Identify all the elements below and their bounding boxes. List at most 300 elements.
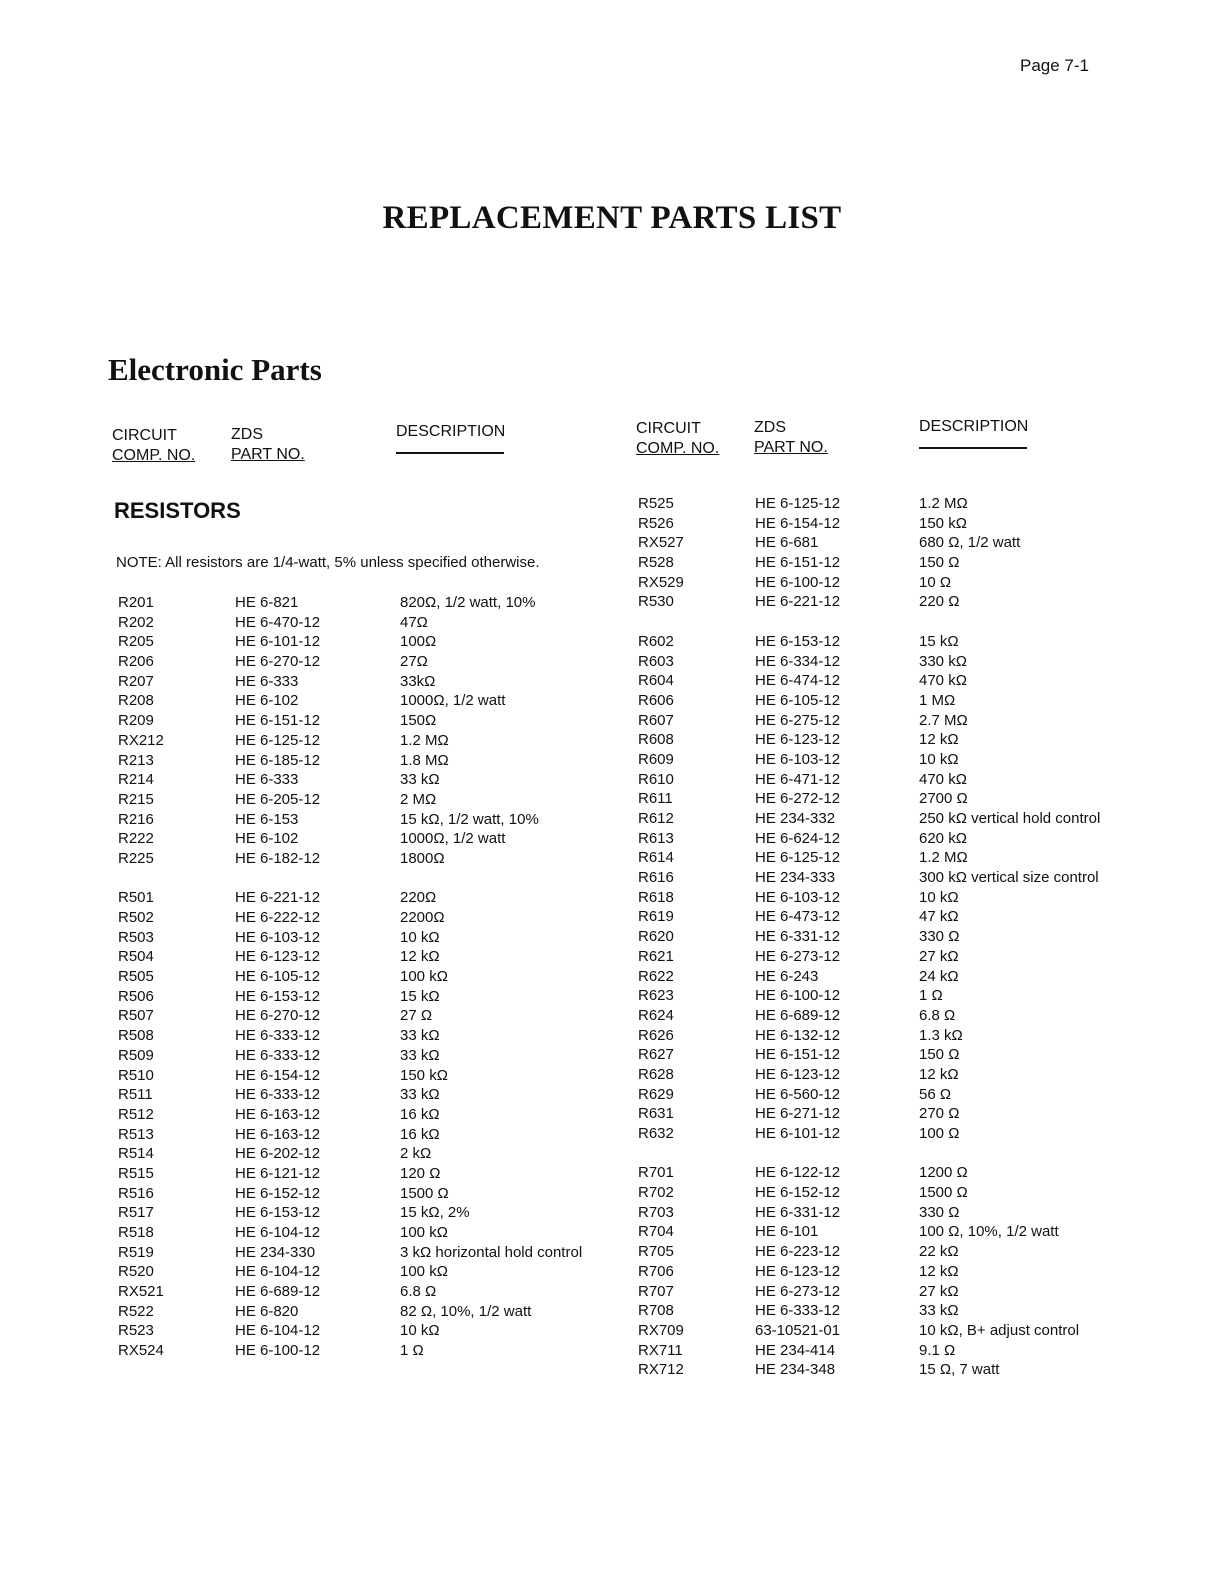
part-row — [638, 671, 1118, 691]
part-description: 100Ω — [400, 633, 437, 651]
circuit-comp-no: R609 — [638, 750, 674, 768]
circuit-comp-no: R619 — [638, 908, 674, 926]
part-row — [118, 770, 618, 790]
part-row — [638, 1222, 1118, 1242]
part-description: 1000Ω, 1/2 watt — [400, 830, 506, 848]
circuit-comp-no: R207 — [118, 672, 154, 690]
circuit-comp-no: R528 — [638, 554, 674, 572]
zds-part-no: HE 6-163-12 — [235, 1105, 321, 1123]
part-row — [118, 672, 618, 692]
circuit-comp-no: R616 — [638, 869, 674, 887]
zds-part-no: HE 6-185-12 — [235, 751, 321, 769]
part-row — [638, 907, 1118, 927]
header-zds-left — [231, 425, 305, 465]
part-row — [118, 947, 618, 967]
part-row — [638, 1321, 1118, 1341]
part-row — [638, 986, 1118, 1006]
part-description: 330 kΩ — [919, 652, 967, 670]
zds-part-no: HE 6-151-12 — [755, 1046, 841, 1064]
part-row — [638, 592, 1118, 612]
part-row — [638, 553, 1118, 573]
zds-part-no: HE 6-474-12 — [755, 672, 841, 690]
part-description: 33kΩ — [400, 672, 436, 690]
circuit-comp-no: R526 — [638, 514, 674, 532]
zds-part-no: HE 6-689-12 — [235, 1283, 321, 1301]
zds-part-no: HE 6-123-12 — [755, 1262, 841, 1280]
part-row — [638, 1262, 1118, 1282]
part-row — [638, 652, 1118, 672]
part-description: 300 kΩ vertical size control — [919, 869, 1099, 887]
zds-part-no: HE 6-123-12 — [755, 731, 841, 749]
zds-part-no: HE 6-103-12 — [235, 928, 321, 946]
part-row — [638, 967, 1118, 987]
header-description-left — [396, 422, 505, 454]
zds-part-no: HE 6-202-12 — [235, 1145, 321, 1163]
circuit-comp-no: R523 — [118, 1322, 154, 1340]
part-row — [118, 711, 618, 731]
zds-part-no: HE 6-101 — [755, 1223, 819, 1241]
part-description: 27 Ω — [400, 1007, 433, 1025]
circuit-comp-no: R205 — [118, 633, 154, 651]
part-description: 15 kΩ — [919, 632, 959, 650]
zds-part-no: HE 6-471-12 — [755, 770, 841, 788]
part-row — [118, 1223, 618, 1243]
zds-part-no: HE 6-153 — [235, 810, 299, 828]
part-row — [118, 632, 618, 652]
header-rule — [919, 437, 1027, 449]
circuit-comp-no: R626 — [638, 1026, 674, 1044]
circuit-comp-no: R614 — [638, 849, 674, 867]
zds-part-no: HE 6-223-12 — [755, 1243, 841, 1261]
part-row — [638, 1026, 1118, 1046]
part-description: 33 kΩ — [400, 1046, 440, 1064]
header-description-label: DESCRIPTION — [396, 423, 506, 440]
circuit-comp-no: R222 — [118, 830, 154, 848]
header-circuit-label: CIRCUIT — [636, 420, 701, 437]
part-row — [118, 731, 618, 751]
zds-part-no: HE 6-270-12 — [235, 1007, 321, 1025]
part-row — [638, 888, 1118, 908]
part-row — [638, 494, 1118, 514]
circuit-comp-no: R512 — [118, 1105, 154, 1123]
circuit-comp-no: R525 — [638, 495, 674, 512]
part-row — [118, 1006, 618, 1026]
zds-part-no: HE 234-333 — [755, 869, 836, 887]
zds-part-no: HE 6-470-12 — [235, 613, 321, 631]
zds-part-no: HE 6-689-12 — [755, 1006, 841, 1024]
part-description: 1500 Ω — [919, 1184, 968, 1202]
zds-part-no: HE 6-681 — [755, 534, 819, 552]
circuit-comp-no: R502 — [118, 909, 154, 926]
circuit-comp-no: R622 — [638, 967, 674, 985]
part-row — [638, 947, 1118, 967]
circuit-comp-no: R632 — [638, 1125, 674, 1142]
circuit-comp-no: R530 — [638, 593, 674, 611]
circuit-comp-no: R703 — [638, 1203, 674, 1221]
zds-part-no: HE 6-560-12 — [755, 1085, 841, 1103]
part-description: 100 Ω, 10%, 1/2 watt — [919, 1223, 1059, 1241]
part-description: 10 kΩ, B+ adjust control — [919, 1321, 1080, 1339]
part-row — [638, 1124, 1118, 1144]
part-row — [118, 1282, 618, 1302]
circuit-comp-no: R225 — [118, 849, 154, 867]
part-description: 33 kΩ — [400, 1027, 440, 1045]
circuit-comp-no: R705 — [638, 1243, 674, 1261]
part-row — [638, 770, 1118, 790]
part-description: 27 kΩ — [919, 947, 959, 965]
circuit-comp-no: R501 — [118, 889, 154, 907]
header-circuit-label: CIRCUIT — [112, 427, 177, 444]
circuit-comp-no: R613 — [638, 829, 674, 847]
part-row — [118, 1262, 618, 1282]
circuit-comp-no: R618 — [638, 888, 674, 906]
header-part-no-label: PART NO. — [754, 439, 828, 456]
part-row — [638, 848, 1118, 868]
circuit-comp-no: R206 — [118, 653, 154, 671]
part-row — [638, 730, 1118, 750]
part-row — [118, 1203, 618, 1223]
part-row — [638, 533, 1118, 553]
circuit-comp-no: R505 — [118, 968, 154, 986]
part-description: 120 Ω — [400, 1164, 441, 1182]
part-description: 1.8 MΩ — [400, 751, 449, 769]
part-description: 2 kΩ — [400, 1145, 432, 1163]
zds-part-no: HE 234-414 — [755, 1341, 836, 1359]
section-title: Electronic Parts — [108, 352, 322, 387]
part-description: 6.8 Ω — [919, 1006, 956, 1024]
part-row — [118, 1164, 618, 1184]
part-row — [118, 829, 618, 849]
part-row — [638, 691, 1118, 711]
zds-part-no: HE 6-163-12 — [235, 1125, 321, 1143]
circuit-comp-no: R629 — [638, 1085, 674, 1103]
part-row — [118, 790, 618, 810]
zds-part-no: HE 6-151-12 — [755, 554, 841, 572]
circuit-comp-no: R624 — [638, 1006, 674, 1024]
part-row — [118, 849, 618, 869]
zds-part-no: HE 6-132-12 — [755, 1026, 841, 1044]
zds-part-no: HE 6-105-12 — [235, 968, 321, 986]
zds-part-no: HE 6-153-12 — [755, 632, 841, 650]
part-description: 1 Ω — [400, 1342, 424, 1360]
zds-part-no: HE 6-270-12 — [235, 653, 321, 671]
part-description: 16 kΩ — [400, 1125, 440, 1143]
zds-part-no: HE 6-123-12 — [755, 1065, 841, 1083]
part-description: 33 kΩ — [400, 1086, 440, 1104]
part-description: 27Ω — [400, 653, 428, 671]
part-row — [118, 888, 618, 908]
header-zds-right — [754, 418, 828, 458]
part-row — [118, 1066, 618, 1086]
part-description: 1 Ω — [919, 987, 943, 1005]
part-description: 680 Ω, 1/2 watt — [919, 534, 1021, 552]
zds-part-no: HE 6-820 — [235, 1302, 299, 1320]
part-row — [638, 514, 1118, 534]
right-parts-list — [638, 494, 1118, 1380]
part-description: 10 kΩ — [400, 1322, 440, 1340]
part-row — [638, 573, 1118, 593]
zds-part-no: HE 6-152-12 — [235, 1184, 321, 1202]
circuit-comp-no: RX212 — [118, 731, 164, 749]
part-description: 27 kΩ — [919, 1282, 959, 1300]
circuit-comp-no: R515 — [118, 1164, 154, 1182]
circuit-comp-no: R610 — [638, 770, 674, 788]
zds-part-no: HE 6-122-12 — [755, 1164, 841, 1182]
circuit-comp-no: R504 — [118, 948, 154, 966]
zds-part-no: HE 6-151-12 — [235, 712, 321, 730]
part-description: 10 kΩ — [919, 750, 959, 768]
circuit-comp-no: R511 — [118, 1086, 153, 1104]
part-description: 1000Ω, 1/2 watt — [400, 692, 506, 710]
circuit-comp-no: R513 — [118, 1125, 154, 1143]
part-description: 15 kΩ, 1/2 watt, 10% — [400, 810, 539, 828]
header-zds-label: ZDS — [754, 419, 786, 436]
part-description: 2.7 MΩ — [919, 711, 968, 729]
zds-part-no: HE 6-272-12 — [755, 790, 841, 808]
part-description: 47 kΩ — [919, 908, 959, 926]
zds-part-no: 63-10521-01 — [755, 1321, 841, 1339]
part-row — [118, 908, 618, 928]
circuit-comp-no: RX712 — [638, 1361, 684, 1379]
header-circuit-right — [636, 419, 719, 459]
zds-part-no: HE 6-102 — [235, 830, 299, 848]
part-row — [118, 1085, 618, 1105]
part-description: 56 Ω — [919, 1085, 952, 1103]
part-row — [118, 1125, 618, 1145]
zds-part-no: HE 6-125-12 — [755, 495, 841, 512]
circuit-comp-no: RX527 — [638, 534, 684, 552]
circuit-comp-no: R604 — [638, 672, 674, 690]
circuit-comp-no: R628 — [638, 1065, 674, 1083]
zds-part-no: HE 234-348 — [755, 1361, 836, 1379]
page-title: REPLACEMENT PARTS LIST — [382, 200, 842, 236]
circuit-comp-no: R503 — [118, 928, 154, 946]
part-row — [118, 751, 618, 771]
circuit-comp-no: R612 — [638, 810, 674, 827]
part-row — [118, 967, 618, 987]
circuit-comp-no: R702 — [638, 1184, 674, 1202]
circuit-comp-no: R508 — [118, 1027, 154, 1045]
part-row — [638, 809, 1118, 829]
part-description: 82 Ω, 10%, 1/2 watt — [400, 1302, 532, 1320]
part-description: 1.3 kΩ — [919, 1026, 963, 1044]
part-row — [638, 711, 1118, 731]
circuit-comp-no: R509 — [118, 1046, 154, 1064]
circuit-comp-no: R620 — [638, 928, 674, 946]
part-description: 620 kΩ — [919, 829, 967, 847]
zds-part-no: HE 234-330 — [235, 1243, 316, 1261]
part-description: 12 kΩ — [919, 1065, 959, 1083]
group-spacer — [118, 869, 618, 889]
zds-part-no: HE 6-333-12 — [235, 1046, 321, 1064]
zds-part-no: HE 6-273-12 — [755, 947, 841, 965]
zds-part-no: HE 6-624-12 — [755, 829, 841, 847]
part-row — [638, 1183, 1118, 1203]
zds-part-no: HE 6-154-12 — [755, 514, 841, 532]
part-row — [118, 1046, 618, 1066]
circuit-comp-no: R507 — [118, 1007, 154, 1025]
circuit-comp-no: R208 — [118, 692, 154, 710]
part-row — [638, 789, 1118, 809]
zds-part-no: HE 6-333-12 — [235, 1027, 321, 1045]
part-description: 150 kΩ — [919, 514, 967, 532]
part-description: 12 kΩ — [919, 1262, 959, 1280]
part-row — [638, 1242, 1118, 1262]
part-description: 1800Ω — [400, 849, 445, 867]
part-description: 1 MΩ — [919, 691, 956, 709]
page-number: Page 7-1 — [1020, 56, 1089, 75]
circuit-comp-no: R602 — [638, 632, 674, 650]
part-row — [638, 1360, 1118, 1380]
part-description: 10 kΩ — [919, 888, 959, 906]
part-row — [638, 1163, 1118, 1183]
zds-part-no: HE 6-100-12 — [755, 987, 841, 1005]
circuit-comp-no: R621 — [638, 947, 674, 965]
part-description: 470 kΩ — [919, 672, 967, 690]
left-parts-list — [118, 593, 618, 1361]
part-description: 220 Ω — [919, 593, 960, 611]
zds-part-no: HE 6-331-12 — [755, 1203, 841, 1221]
zds-part-no: HE 6-103-12 — [755, 888, 841, 906]
zds-part-no: HE 6-205-12 — [235, 790, 321, 808]
zds-part-no: HE 6-333-12 — [235, 1086, 321, 1104]
part-description: 15 kΩ — [400, 987, 440, 1005]
zds-part-no: HE 6-102 — [235, 692, 299, 710]
part-row — [118, 1105, 618, 1125]
group-spacer — [638, 612, 1118, 632]
part-row — [638, 750, 1118, 770]
circuit-comp-no: R520 — [118, 1263, 154, 1281]
circuit-comp-no: R522 — [118, 1302, 154, 1320]
zds-part-no: HE 6-104-12 — [235, 1224, 321, 1241]
zds-part-no: HE 6-333-12 — [755, 1302, 841, 1320]
zds-part-no: HE 6-821 — [235, 594, 299, 611]
zds-part-no: HE 6-221-12 — [235, 889, 321, 907]
part-row — [638, 829, 1118, 849]
part-description: 47Ω — [400, 613, 428, 631]
part-row — [118, 613, 618, 633]
circuit-comp-no: RX711 — [638, 1341, 683, 1359]
part-row — [118, 1243, 618, 1263]
circuit-comp-no: RX521 — [118, 1283, 164, 1301]
circuit-comp-no: RX529 — [638, 573, 684, 591]
header-comp-no-label: COMP. NO. — [636, 440, 720, 457]
group-spacer — [638, 1144, 1118, 1164]
zds-part-no: HE 6-103-12 — [755, 750, 841, 768]
resistors-heading: RESISTORS — [114, 498, 241, 523]
circuit-comp-no: R201 — [118, 594, 154, 611]
part-description: 270 Ω — [919, 1105, 960, 1123]
part-row — [118, 691, 618, 711]
part-description: 6.8 Ω — [400, 1283, 437, 1301]
part-row — [118, 593, 618, 613]
zds-part-no: HE 6-473-12 — [755, 908, 841, 926]
header-rule — [396, 442, 504, 454]
circuit-comp-no: RX709 — [638, 1321, 684, 1339]
part-description: 33 kΩ — [400, 771, 440, 789]
zds-part-no: HE 6-154-12 — [235, 1066, 321, 1084]
part-description: 12 kΩ — [919, 731, 959, 749]
part-row — [118, 1026, 618, 1046]
circuit-comp-no: R514 — [118, 1145, 154, 1163]
circuit-comp-no: R215 — [118, 790, 154, 808]
zds-part-no: HE 6-275-12 — [755, 711, 841, 729]
zds-part-no: HE 6-101-12 — [235, 633, 321, 651]
circuit-comp-no: R611 — [638, 790, 673, 808]
part-row — [638, 1282, 1118, 1302]
resistor-note: NOTE: All resistors are 1/4-watt, 5% unless specified otherwise. — [116, 554, 540, 571]
circuit-comp-no: R607 — [638, 711, 674, 729]
zds-part-no: HE 6-100-12 — [755, 573, 841, 591]
zds-part-no: HE 234-332 — [755, 810, 836, 827]
part-description: 24 kΩ — [919, 967, 959, 985]
circuit-comp-no: R704 — [638, 1223, 674, 1241]
part-description: 10 Ω — [919, 573, 952, 591]
zds-part-no: HE 6-334-12 — [755, 652, 841, 670]
zds-part-no: HE 6-153-12 — [235, 1204, 321, 1222]
zds-part-no: HE 6-333 — [235, 771, 299, 789]
part-row — [638, 1341, 1118, 1361]
zds-part-no: HE 6-105-12 — [755, 691, 841, 709]
part-row — [638, 868, 1118, 888]
part-row — [118, 987, 618, 1007]
zds-part-no: HE 6-153-12 — [235, 987, 321, 1005]
circuit-comp-no: RX524 — [118, 1342, 164, 1360]
circuit-comp-no: R708 — [638, 1302, 674, 1320]
part-description: 150 Ω — [919, 1046, 960, 1064]
part-description: 330 Ω — [919, 1203, 960, 1221]
part-row — [638, 632, 1118, 652]
zds-part-no: HE 6-333 — [235, 672, 299, 690]
circuit-comp-no: R603 — [638, 652, 674, 670]
part-row — [638, 1203, 1118, 1223]
zds-part-no: HE 6-125-12 — [235, 731, 321, 749]
circuit-comp-no: R706 — [638, 1262, 674, 1280]
part-description: 15 Ω, 7 watt — [919, 1361, 1000, 1379]
part-description: 100 kΩ — [400, 1263, 448, 1281]
circuit-comp-no: R701 — [638, 1164, 674, 1182]
part-description: 1200 Ω — [919, 1164, 968, 1182]
circuit-comp-no: R518 — [118, 1224, 154, 1241]
header-circuit-left — [112, 426, 195, 466]
zds-part-no: HE 6-100-12 — [235, 1342, 321, 1360]
header-zds-label: ZDS — [231, 426, 263, 443]
circuit-comp-no: R606 — [638, 691, 674, 709]
part-row — [118, 1321, 618, 1341]
zds-part-no: HE 6-121-12 — [235, 1164, 321, 1182]
zds-part-no: HE 6-123-12 — [235, 948, 321, 966]
part-description: 1.2 MΩ — [919, 849, 968, 867]
header-description-right — [919, 417, 1028, 449]
part-row — [118, 1184, 618, 1204]
circuit-comp-no: R707 — [638, 1282, 674, 1300]
part-description: 10 kΩ — [400, 928, 440, 946]
zds-part-no: HE 6-271-12 — [755, 1105, 841, 1123]
part-description: 100 kΩ — [400, 968, 448, 986]
zds-part-no: HE 6-101-12 — [755, 1125, 841, 1142]
circuit-comp-no: R519 — [118, 1243, 154, 1261]
part-description: 820Ω, 1/2 watt, 10% — [400, 594, 536, 611]
circuit-comp-no: R623 — [638, 987, 674, 1005]
part-row — [638, 1045, 1118, 1065]
circuit-comp-no: R202 — [118, 613, 154, 631]
circuit-comp-no: R627 — [638, 1046, 674, 1064]
part-row — [638, 1065, 1118, 1085]
part-row — [638, 1006, 1118, 1026]
zds-part-no: HE 6-243 — [755, 967, 819, 985]
circuit-comp-no: R516 — [118, 1184, 154, 1202]
circuit-comp-no: R216 — [118, 810, 154, 828]
